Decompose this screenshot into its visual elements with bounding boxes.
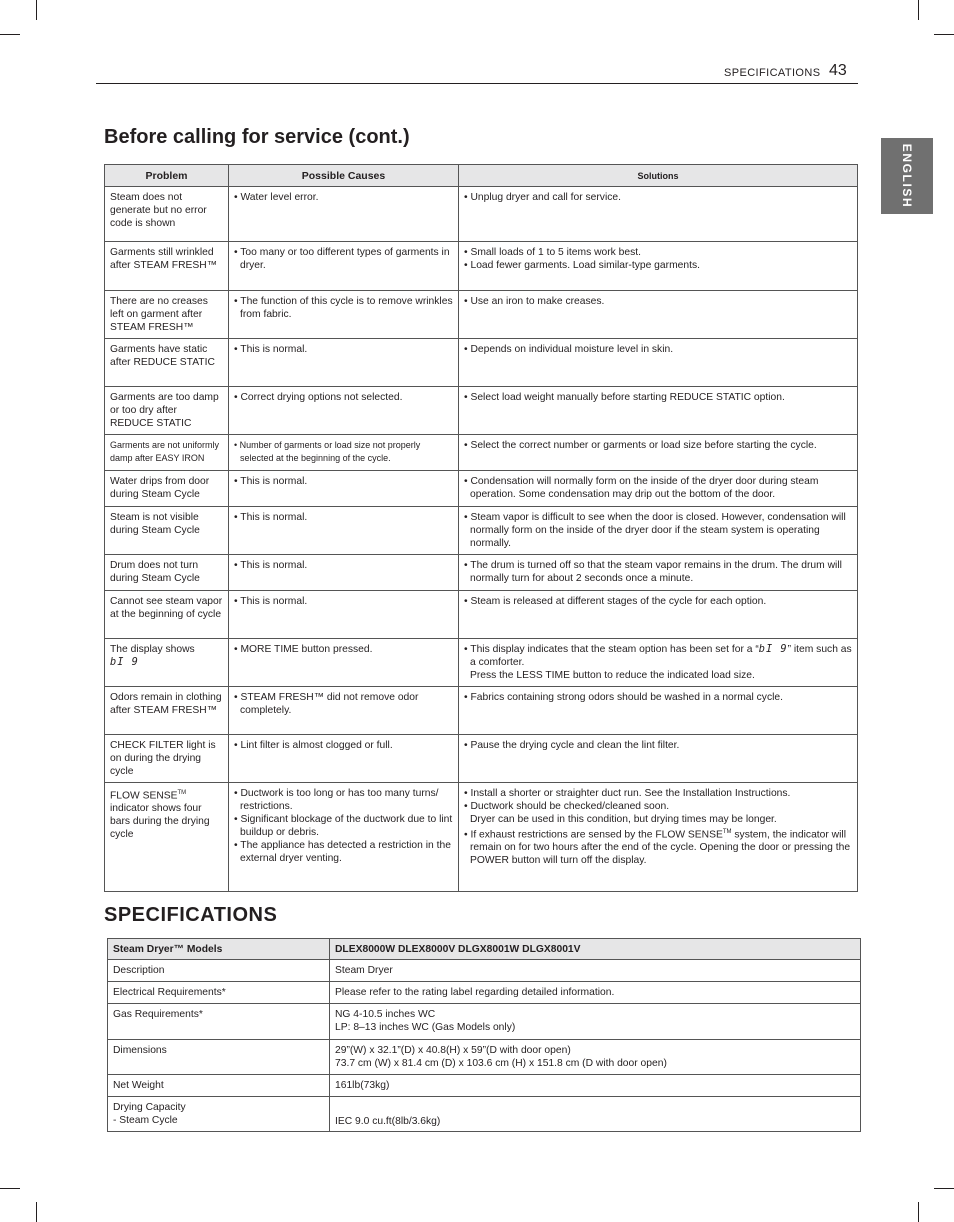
table-row: [105, 687, 858, 735]
specifications-heading: SPECIFICATIONS: [104, 904, 278, 926]
cause-item: • This is normal.: [234, 476, 308, 487]
solution-item: • Ductwork should be checked/cleaned soon.: [464, 801, 670, 812]
table-row: [105, 387, 858, 435]
cause-item: • This is normal.: [234, 596, 308, 607]
solution-item: • Fabrics containing strong odors should be washed in a normal cycle.: [464, 692, 783, 703]
column-header-causes: Possible Causes: [229, 165, 459, 187]
spec-value-line: 29”(W) x 32.1”(D) x 40.8(H) x 59”(D with door open): [335, 1045, 571, 1056]
cause-cell: [229, 187, 459, 242]
cause-cell: [229, 435, 459, 471]
cause-item: • Lint filter is almost clogged or full.: [234, 740, 393, 751]
spec-value-line: LP: 8–13 inches WC (Gas Models only): [335, 1022, 516, 1033]
spec-header-row: [108, 939, 861, 960]
solution-item: • Select load weight manually before starting REDUCE STATIC option.: [464, 392, 785, 403]
spec-label: Dimensions: [108, 1040, 330, 1075]
problem-cell: Cannot see steam vapor at the beginning of cycle: [105, 591, 229, 639]
spec-value: IEC 9.0 cu.ft(8lb/3.6kg): [330, 1097, 861, 1132]
problem-cell: Odors remain in clothing after STEAM FRESH™: [105, 687, 229, 735]
table-row: [105, 187, 858, 242]
cause-cell: [229, 339, 459, 387]
table-row: [105, 639, 858, 687]
cause-cell: [229, 639, 459, 687]
solution-item: • Small loads of 1 to 5 items work best.: [464, 247, 642, 258]
crop-mark: [918, 1202, 919, 1222]
cause-cell: [229, 291, 459, 339]
solution-cell: [459, 783, 858, 892]
solution-cell: [459, 471, 858, 507]
spec-label-line: - Steam Cycle: [113, 1115, 178, 1126]
table-row: [105, 471, 858, 507]
table-row: [105, 735, 858, 783]
crop-mark: [36, 1202, 37, 1222]
table-row: [105, 242, 858, 291]
solution-item: Press the LESS TIME button to reduce the indicated load size.: [470, 670, 755, 681]
spec-row: [108, 1004, 861, 1040]
solution-item: • Steam is released at different stages of the cycle for each option.: [464, 596, 767, 607]
crop-mark: [934, 1188, 954, 1189]
specifications-table: [107, 938, 861, 1132]
problem-text: FLOW SENSE: [110, 790, 178, 802]
solution-text: system, the indicator will remain on for two hours after the end of the cycle. Opening the door or pressing the POWER button will turn off the display.: [470, 829, 851, 867]
header-section-label: SPECIFICATIONS: [724, 67, 821, 79]
problem-cell: Garments are not uniformly damp after EASY IRON: [105, 435, 229, 471]
table-header-row: [105, 165, 858, 187]
solution-cell: [459, 591, 858, 639]
crop-mark: [934, 34, 954, 35]
table-row: [105, 783, 858, 892]
cause-cell: [229, 555, 459, 591]
cause-item: • STEAM FRESH™ did not remove odor completely.: [234, 692, 419, 716]
solution-item: • The drum is turned off so that the steam vapor remains in the drum. The drum will normally turn for about 2 seconds once a minute.: [464, 560, 842, 584]
spec-value-line: NG 4-10.5 inches WC: [335, 1009, 436, 1020]
solution-cell: [459, 639, 858, 687]
table-row: [105, 555, 858, 591]
spec-label: [108, 1097, 330, 1132]
cause-item: • Correct drying options not selected.: [234, 392, 403, 403]
problem-cell: Water drips from door during Steam Cycle: [105, 471, 229, 507]
solution-item: • Select the correct number or garments or load size before starting the cycle.: [464, 440, 817, 451]
spec-label: Electrical Requirements*: [108, 982, 330, 1004]
problem-cell: Garments have static after REDUCE STATIC: [105, 339, 229, 387]
solution-item: • Depends on individual moisture level in skin.: [464, 344, 674, 355]
solution-cell: [459, 687, 858, 735]
problem-text: The display shows: [110, 644, 195, 655]
language-tab-label: ENGLISH: [900, 143, 914, 209]
problem-cell: [105, 783, 229, 892]
spec-row: [108, 960, 861, 982]
spec-row: [108, 982, 861, 1004]
page-title: Before calling for service (cont.): [104, 126, 410, 148]
display-code: bI 9: [110, 656, 139, 668]
spec-label-line: Drying Capacity: [113, 1102, 186, 1113]
cause-item: • Significant blockage of the ductwork due to lint buildup or debris.: [234, 814, 453, 838]
solution-item: • Unplug dryer and call for service.: [464, 192, 621, 203]
solution-cell: [459, 339, 858, 387]
problem-cell: Garments still wrinkled after STEAM FRESH™: [105, 242, 229, 291]
problem-cell: [105, 639, 229, 687]
solution-item: [464, 643, 852, 669]
crop-mark: [0, 34, 20, 35]
spec-row: [108, 1097, 861, 1132]
solution-item: • Load fewer garments. Load similar-type garments.: [464, 260, 700, 271]
spec-value: 161lb(73kg): [330, 1075, 861, 1097]
cause-item: • This is normal.: [234, 512, 308, 523]
solution-cell: [459, 187, 858, 242]
solution-item: • Use an iron to make creases.: [464, 296, 605, 307]
cause-item: • This is normal.: [234, 344, 308, 355]
solution-cell: [459, 555, 858, 591]
cause-cell: [229, 507, 459, 555]
solution-cell: [459, 242, 858, 291]
trademark-sup: TM: [177, 790, 187, 796]
solution-cell: [459, 735, 858, 783]
cause-item: • Ductwork is too long or has too many turns/ restrictions.: [234, 788, 439, 812]
display-code: bI 9: [758, 643, 788, 655]
cause-cell: [229, 387, 459, 435]
spec-value: Steam Dryer: [330, 960, 861, 982]
spec-value-line: 73.7 cm (W) x 81.4 cm (D) x 103.6 cm (H) x 151.8 cm (D with door open): [335, 1058, 667, 1069]
cause-cell: [229, 735, 459, 783]
spec-label: Description: [108, 960, 330, 982]
problem-text: indicator shows four bars during the drying cycle: [110, 803, 210, 841]
problem-cell: Steam is not visible during Steam Cycle: [105, 507, 229, 555]
problem-cell: CHECK FILTER light is on during the drying cycle: [105, 735, 229, 783]
solution-text: ” item such as a comforter.: [470, 644, 852, 668]
cause-item: • Too many or too different types of garments in dryer.: [234, 247, 450, 271]
solution-item: • Pause the drying cycle and clean the lint filter.: [464, 740, 680, 751]
problem-cell: Steam does not generate but no error code is shown: [105, 187, 229, 242]
solution-text: • This display indicates that the steam option has been set for a “: [464, 644, 759, 655]
trademark-sup: TM: [722, 829, 732, 835]
solution-cell: [459, 291, 858, 339]
solution-item: • Install a shorter or straighter duct run. See the Installation Instructions.: [464, 788, 791, 799]
crop-mark: [0, 1188, 20, 1189]
column-header-solutions: Solutions: [459, 165, 858, 187]
language-tab: [881, 138, 933, 214]
cause-cell: [229, 471, 459, 507]
header-rule: [96, 83, 858, 84]
spec-label: Net Weight: [108, 1075, 330, 1097]
table-row: [105, 339, 858, 387]
solution-item: • Condensation will normally form on the inside of the dryer door during steam operation. Some condensation may drip out the bottom of the door.: [464, 476, 819, 500]
solution-item: [464, 826, 852, 867]
spec-label: Gas Requirements*: [108, 1004, 330, 1040]
solution-cell: [459, 435, 858, 471]
page-number: 43: [829, 62, 847, 79]
problem-cell: Garments are too damp or too dry after REDUCE STATIC: [105, 387, 229, 435]
table-row: [105, 507, 858, 555]
spec-row: [108, 1040, 861, 1075]
solution-cell: [459, 507, 858, 555]
problem-cell: There are no creases left on garment after STEAM FRESH™: [105, 291, 229, 339]
solution-text: • If exhaust restrictions are sensed by the FLOW SENSE: [464, 829, 723, 841]
cause-item: • MORE TIME button pressed.: [234, 644, 373, 655]
cause-item: • This is normal.: [234, 560, 308, 571]
crop-mark: [36, 0, 37, 20]
solution-cell: [459, 387, 858, 435]
cause-item: • Water level error.: [234, 192, 319, 203]
table-row: [105, 291, 858, 339]
crop-mark: [918, 0, 919, 20]
spec-header-models: DLEX8000W DLEX8000V DLGX8001W DLGX8001V: [330, 939, 861, 960]
problem-cell: Drum does not turn during Steam Cycle: [105, 555, 229, 591]
troubleshooting-table: [104, 164, 858, 892]
cause-item: • The function of this cycle is to remove wrinkles from fabric.: [234, 296, 453, 320]
table-row: [105, 591, 858, 639]
cause-cell: [229, 687, 459, 735]
cause-item: • The appliance has detected a restriction in the external dryer venting.: [234, 840, 451, 864]
cause-cell: [229, 242, 459, 291]
column-header-problem: Problem: [105, 165, 229, 187]
table-row: [105, 435, 858, 471]
cause-item: • Number of garments or load size not properly selected at the beginning of the cycle.: [234, 440, 421, 463]
spec-header-label: Steam Dryer™ Models: [108, 939, 330, 960]
solution-item: Dryer can be used in this condition, but drying times may be longer.: [470, 814, 777, 825]
cause-cell: [229, 591, 459, 639]
solution-item: • Steam vapor is difficult to see when the door is closed. However, condensation will normally form on the inside of the dryer door if the steam system is operating normally.: [464, 512, 846, 549]
spec-value: [330, 1040, 861, 1075]
cause-cell: [229, 783, 459, 892]
spec-value: [330, 1004, 861, 1040]
spec-row: [108, 1075, 861, 1097]
spec-value: Please refer to the rating label regarding detailed information.: [330, 982, 861, 1004]
